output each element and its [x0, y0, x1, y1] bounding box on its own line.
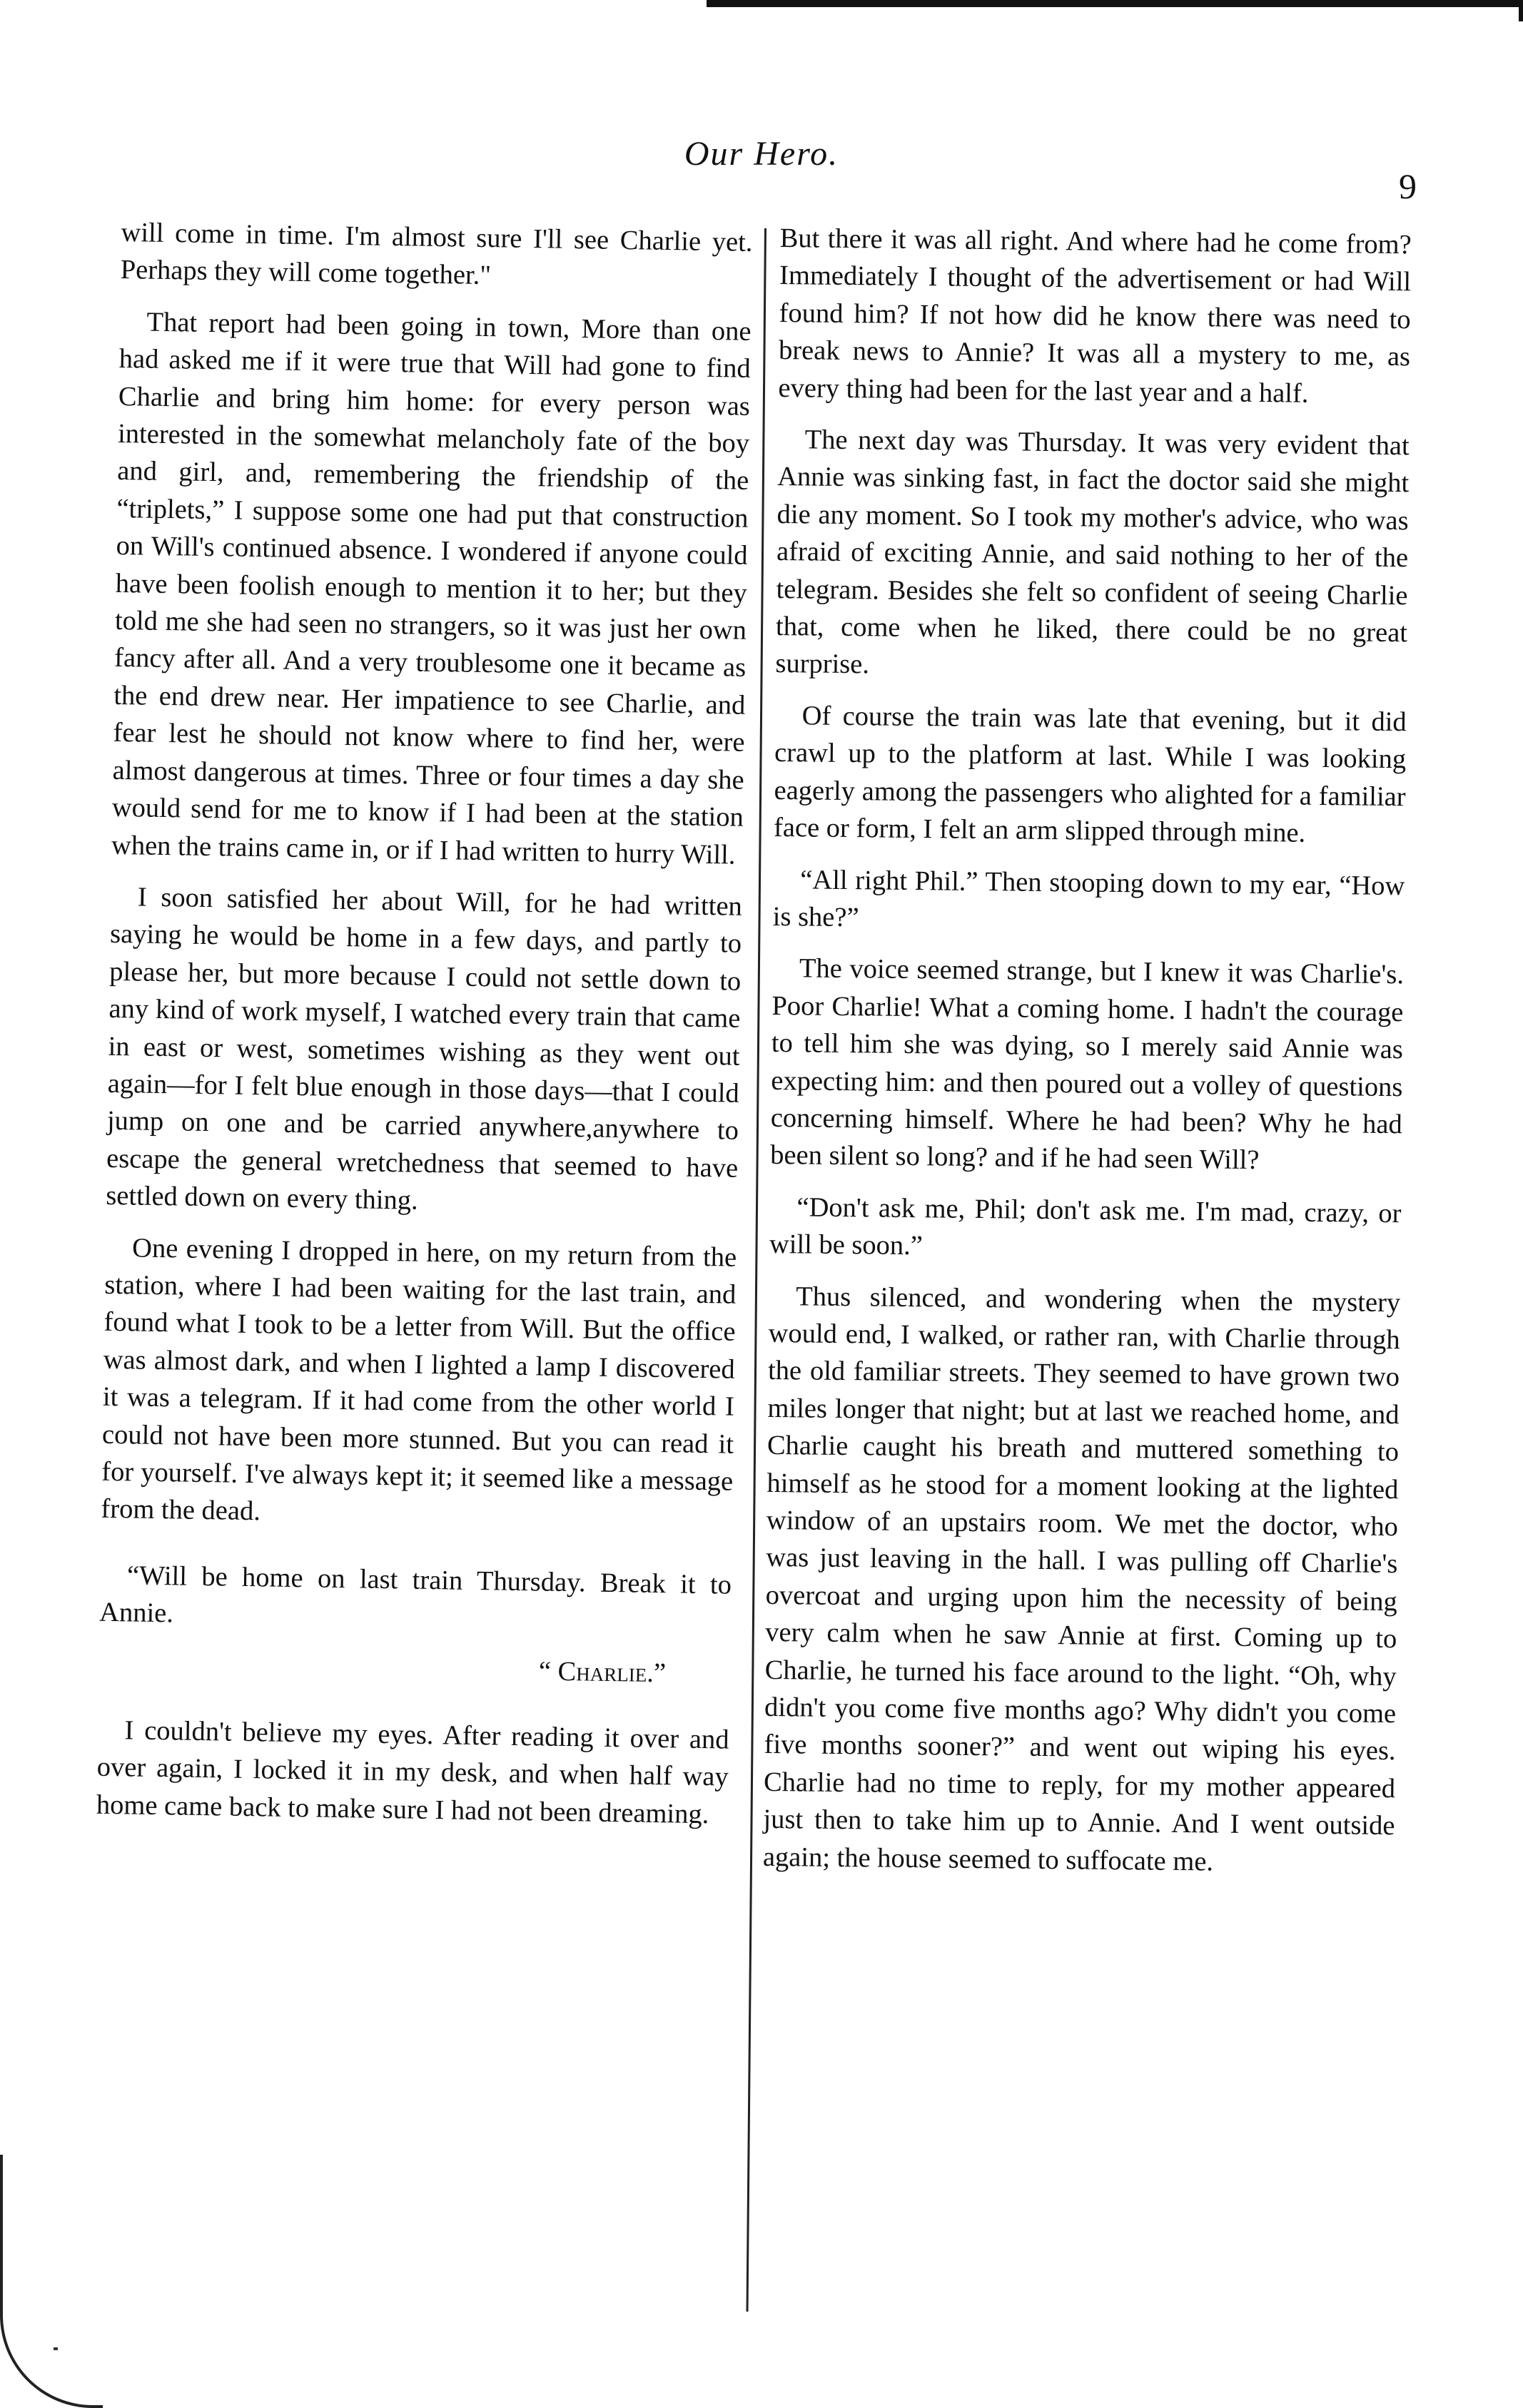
- paragraph: “Don't ask me, Phil; don't ask me. I'm mad, crazy, or will be soon.”: [769, 1192, 1402, 1261]
- column-divider: [747, 228, 766, 2312]
- paragraph: Of course the train was late that evening, but it did crawl up to the platform at last. While I was looking eagerly among the passengers who alighted for a familiar face or form, I felt an arm slipped through mine.: [773, 701, 1407, 848]
- top-border-rule: [707, 0, 1523, 7]
- paragraph: I soon satisfied her about Will, for he had written saying he would be home in a few days, and partly to please her, but more because I could not settle down to any kind of work myself, I watched every train that came in east or west, sometimes wishing as they went out again—for I felt blue enough in those days—that I could jump on one and be carried anywhere,anywhere to escape the general wretchedness that seemed to have settled down on every thing.: [106, 882, 743, 1216]
- top-right-border-mark: [1519, 0, 1523, 21]
- right-column: [762, 220, 1411, 1896]
- running-title: Our Hero.: [684, 135, 839, 173]
- paragraph: I couldn't believe my eyes. After reading it over and over again, I locked it in my desk, and when half way home came back to make sure I had not been dreaming.: [96, 1715, 729, 1830]
- paragraph: That report had been going in town, More than one had asked me if it were true that Will had gone to find Charlie and bring him home: for every person was interested in the somewhat melancholy fate of the boy and girl, and, remembering the friendship of the “triplets,” I suppose some one had put that construction on Will's continued absence. I wondered if anyone could have been foolish enough to mention it to her; but they told me she had seen no strangers, so it was just her own fancy after all. And a very troublesome one it became as the end drew near. Her impatience to see Charlie, and fear lest he should not know where to find her, were almost dangerous at times. Three or four times a day she would send for me to know if I had been at the station when the trains came in, or if I had written to hurry Will.: [111, 307, 752, 870]
- paragraph: The next day was Thursday. It was very evident that Annie was sinking fast, in fact the doctor said she might die any moment. So I took my mother's advice, who was afraid of exciting Annie, and said nothing to her of the telegram. Besides she felt so confident of seeing Charlie that, come when he liked, there could be no great surprise.: [775, 425, 1410, 680]
- paragraph: The voice seemed strange, but I knew it was Charlie's. Poor Charlie! What a coming home. I hadn't the courage to tell him she was dying, so I merely said Annie was expecting him: and then poured out a volley of questions concerning himself. Where he had been? Why he had been silent so long? and if he had seen Will?: [770, 953, 1405, 1176]
- paragraph: Thus silenced, and wondering when the mystery would end, I walked, or rather ran, with Charlie through the old familiar streets. They seemed to have grown two miles longer that night; but at last we reached home, and Charlie caught his breath and muttered something to himself as he stood for a moment looking at the lighted window of an upstairs room. We met the doctor, who was just leaving in the hall. I was pulling off Charlie's overcoat and urging upon him the necessity of being very calm when he saw Annie at first. Coming up to Charlie, he turned his face around to the light. “Oh, why didn't you come five months ago? Why didn't you come five months sooner?” and went out wiping his eyes. Charlie had no time to reply, for my mother appeared just then to take him up to Annie. And I went outside again; the house seemed to suffocate me.: [762, 1281, 1401, 1877]
- paragraph: But there it was all right. And where had he come from? Immediately I thought of the advertisement or had Will found him? If not how did he know there was need to break news to Annie? It was all a mystery to me, as every thing had been for the last year and a half.: [778, 223, 1412, 409]
- page-number: 9: [1399, 166, 1417, 206]
- paragraph: will come in time. I'm almost sure I'll see Charlie yet. Perhaps they will come together.": [120, 217, 753, 291]
- left-column: [96, 214, 753, 1848]
- page-edge-curve: [0, 2155, 103, 2408]
- paragraph: “All right Phil.” Then stooping down to my ear, “How is she?”: [772, 864, 1405, 933]
- telegram-signature: “ Charlie.”: [538, 1656, 667, 1688]
- telegram-text: “Will be home on last train Thursday. Break it to Annie.: [98, 1560, 732, 1629]
- paragraph: One evening I dropped in here, on my return from the station, where I had been waiting for the last train, and found what I took to be a letter from Will. But the office was almost dark, and when I lighted a lamp I discovered it was a telegram. If it had come from the other world I could not have been more stunned. But you can read it for yourself. I've always kept it; it seemed like a message from the dead.: [101, 1232, 737, 1527]
- margin-mark: [54, 2347, 58, 2350]
